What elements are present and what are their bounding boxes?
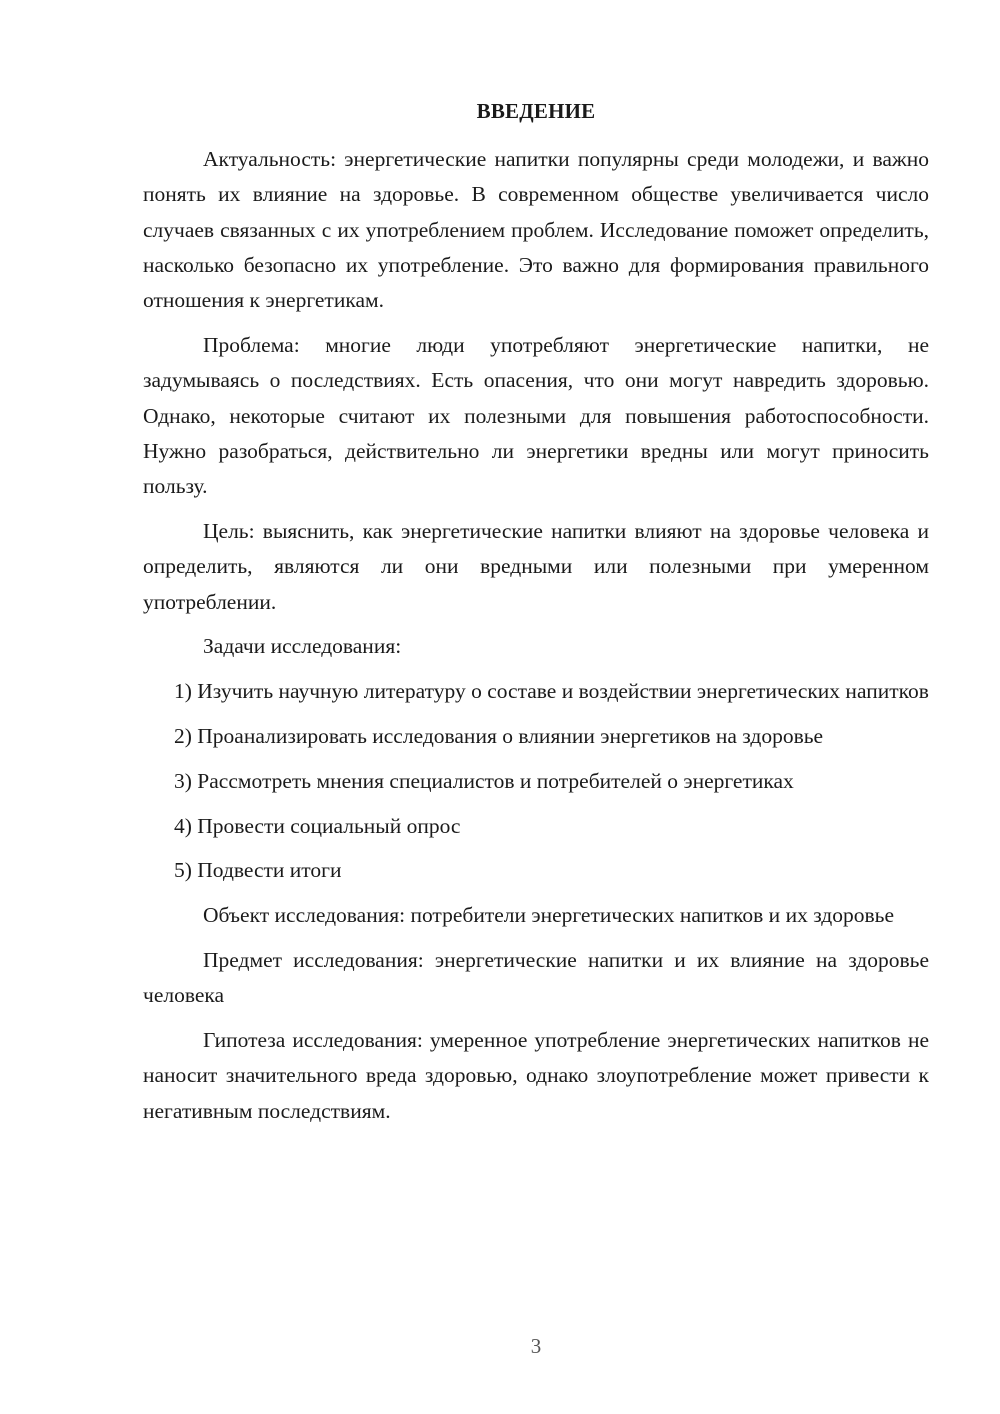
task-item-2: 2) Проанализировать исследования о влиянии энергетиков на здоровье [174, 723, 824, 748]
page-title: ВВЕДЕНИЕ [476, 99, 596, 123]
problem-paragraph: Проблема: многие люди употребляют энергетические напитки, не задумываясь о последствиях. Есть опасения, что они могут навредить здоровью. Однако, некоторые считают их полезными для повышения работоспособности. Нужно разобраться, действительно ли энергетики вредны или могут приносить пользу. [143, 332, 929, 499]
task-item-3: 3) Рассмотреть мнения специалистов и потребителей о энергетиках [174, 768, 794, 793]
task-item-4: 4) Провести социальный опрос [174, 813, 461, 838]
document-body [143, 142, 929, 1138]
object-paragraph: Объект исследования: потребители энергетических напитков и их здоровье [203, 903, 894, 928]
page-number: 3 [530, 1334, 542, 1358]
tasks-heading: Задачи исследования: [203, 634, 402, 659]
hypothesis-paragraph: Гипотеза исследования: умеренное употребление энергетических напитков не наносит значительного вреда здоровью, однако злоупотребление может привести к негативным последствиям. [143, 1028, 929, 1123]
task-item-1: 1) Изучить научную литературу о составе и воздействии энергетических напитков [174, 679, 929, 704]
subject-paragraph: Предмет исследования: энергетические напитки и их влияние на здоровье человека [143, 947, 929, 1008]
goal-paragraph: Цель: выяснить, как энергетические напитки влияют на здоровье человека и определить, являются ли они вредными или полезными при умеренном употреблении. [143, 518, 929, 614]
relevance-paragraph: Актуальность: энергетические напитки популярны среди молодежи, и важно понять их влияние на здоровье. В современном обществе увеличивается число случаев связанных с их употреблением проблем. Исследование поможет определить, насколько безопасно их употребление. Это важно для формирования правильного отношения к энергетикам. [143, 147, 929, 313]
task-item-5: 5) Подвести итоги [174, 858, 342, 883]
